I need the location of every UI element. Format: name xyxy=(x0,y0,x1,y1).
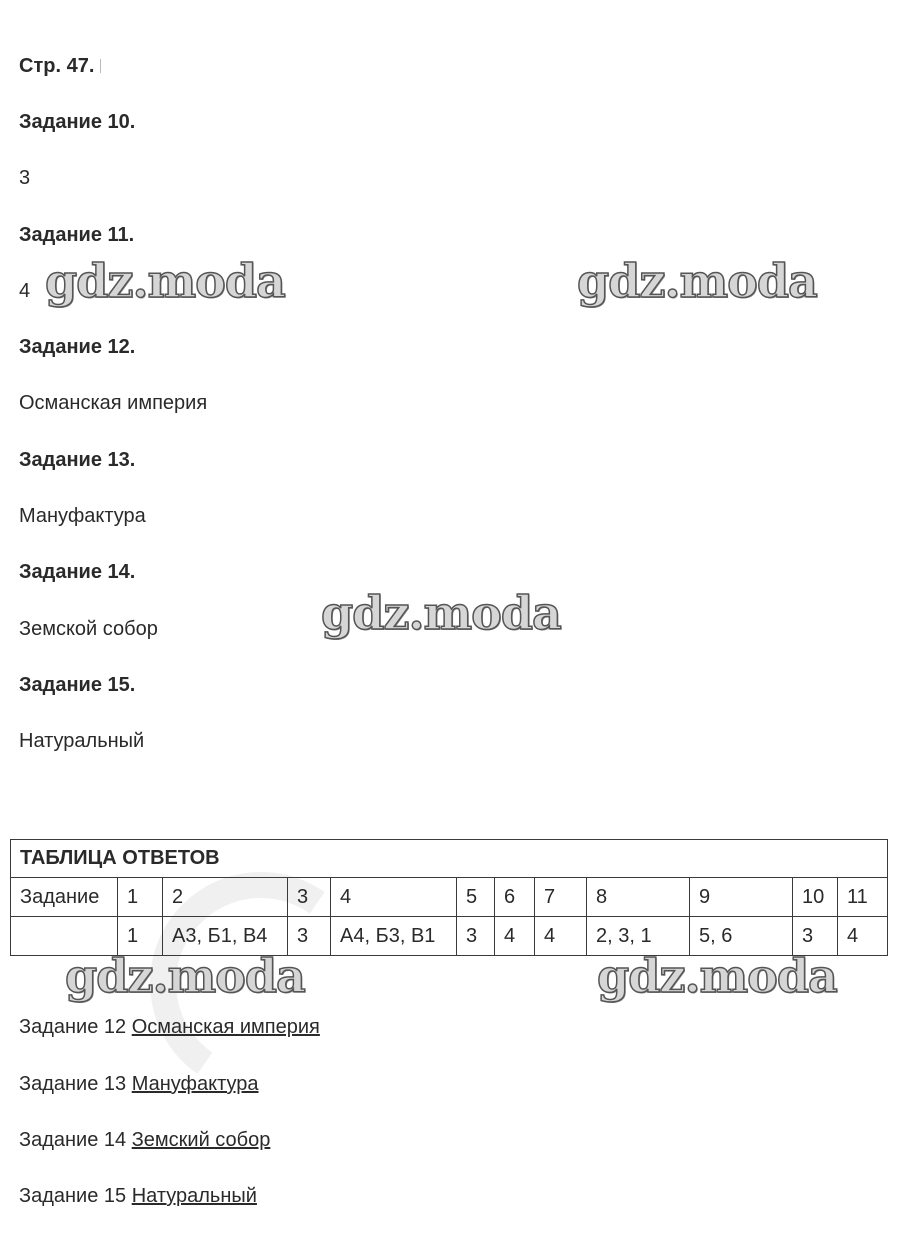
table-task-number: 4 xyxy=(331,878,457,917)
summary-answer: Османская империя xyxy=(131,1016,320,1038)
watermark: gdz.moda xyxy=(321,586,561,640)
table-task-number: 10 xyxy=(793,878,838,917)
table-task-number: 11 xyxy=(838,878,888,917)
summary-line-14 xyxy=(19,1128,270,1152)
table-answer-cell: 5, 6 xyxy=(690,917,793,956)
task-11-heading: Задание 11. xyxy=(19,224,135,246)
table-answer-cell: 4 xyxy=(535,917,587,956)
answers-table xyxy=(10,839,888,956)
summary-label: Задание 13 xyxy=(19,1073,127,1095)
table-answer-cell: 4 xyxy=(495,917,535,956)
summary-line-12 xyxy=(19,1015,320,1039)
table-task-number: 6 xyxy=(495,878,535,917)
table-answer-cell: 1 xyxy=(118,917,163,956)
summary-label: Задание 12 xyxy=(19,1016,127,1038)
page-reference xyxy=(19,54,101,78)
task-15-heading: Задание 15. xyxy=(19,674,136,696)
table-title: ТАБЛИЦА ОТВЕТОВ xyxy=(11,840,888,878)
summary-label: Задание 15 xyxy=(19,1185,127,1207)
page-reference-text: Стр. 47. xyxy=(19,55,95,77)
summary-answer: Земский собор xyxy=(131,1129,271,1151)
table-task-number: 9 xyxy=(690,878,793,917)
task-13-answer: Мануфактура xyxy=(19,505,146,527)
summary-line-15 xyxy=(19,1184,257,1208)
table-title-row xyxy=(11,840,888,878)
watermark: gdz.moda xyxy=(577,254,817,308)
summary-line-13 xyxy=(19,1072,259,1096)
text-cursor-mark xyxy=(100,59,101,73)
table-task-number: 5 xyxy=(457,878,495,917)
summary-answer: Мануфактура xyxy=(131,1073,259,1095)
table-task-number: 3 xyxy=(288,878,331,917)
table-task-number: 2 xyxy=(163,878,288,917)
watermark: gdz.moda xyxy=(45,254,285,308)
table-answer-cell: 2, 3, 1 xyxy=(587,917,690,956)
watermark: gdz.moda xyxy=(597,949,837,1003)
table-answer-cell: А4, Б3, В1 xyxy=(331,917,457,956)
table-task-number: 8 xyxy=(587,878,690,917)
task-10-answer: 3 xyxy=(19,167,31,189)
summary-answer: Натуральный xyxy=(131,1185,257,1207)
task-14-heading: Задание 14. xyxy=(19,561,136,583)
table-answer-cell: 3 xyxy=(457,917,495,956)
table-answer-cell: А3, Б1, В4 xyxy=(163,917,288,956)
table-header-label: Задание xyxy=(11,878,118,917)
table-answer-cell: 3 xyxy=(288,917,331,956)
task-12-heading: Задание 12. xyxy=(19,336,136,358)
table-task-number: 1 xyxy=(118,878,163,917)
task-10-heading: Задание 10. xyxy=(19,111,136,133)
table-answer-cell: 4 xyxy=(838,917,888,956)
task-14-answer: Земской собор xyxy=(19,618,158,640)
watermark: gdz.moda xyxy=(65,949,305,1003)
task-12-answer: Османская империя xyxy=(19,392,208,414)
table-answer-cell: 3 xyxy=(793,917,838,956)
table-task-number: 7 xyxy=(535,878,587,917)
summary-label: Задание 14 xyxy=(19,1129,127,1151)
task-13-heading: Задание 13. xyxy=(19,449,136,471)
table-header-row xyxy=(11,878,888,917)
task-15-answer: Натуральный xyxy=(19,730,145,752)
task-11-answer: 4 xyxy=(19,280,31,302)
